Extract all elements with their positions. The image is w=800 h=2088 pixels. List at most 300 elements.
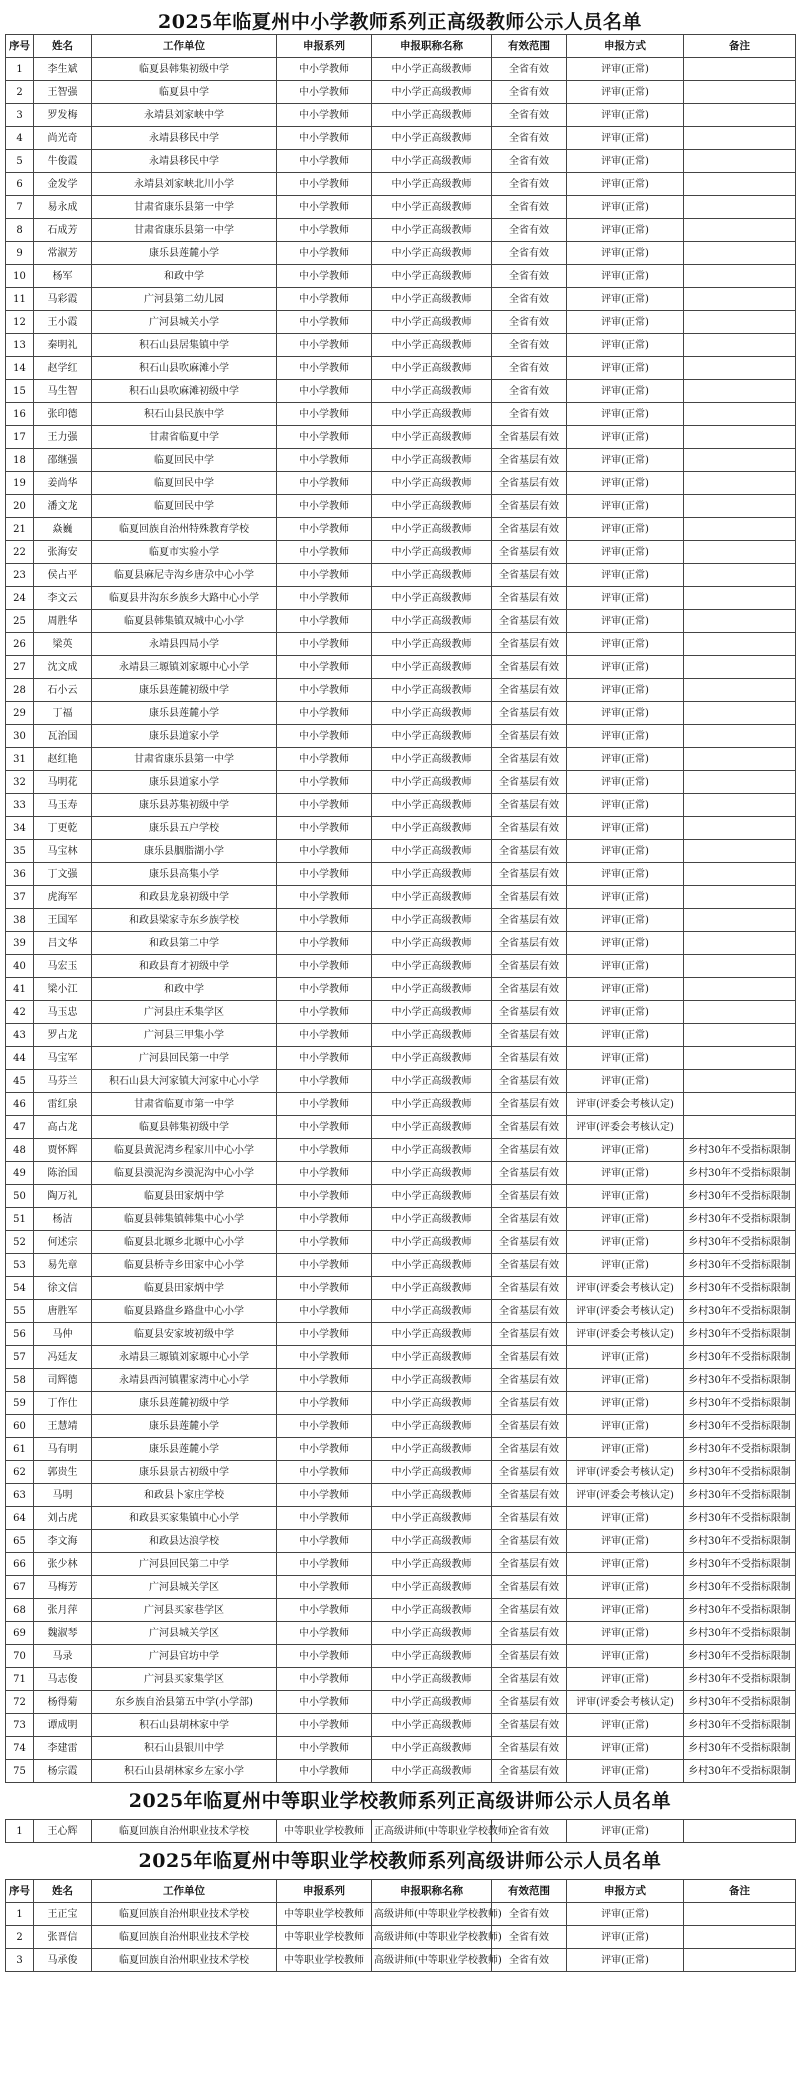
table-row xyxy=(6,1208,796,1231)
table-row xyxy=(6,1185,796,1208)
cell-series: 中小学教师 xyxy=(277,1691,372,1714)
table-row xyxy=(6,978,796,1001)
cell-method: 评审(评委会考核认定) xyxy=(567,1277,684,1300)
cell-title: 中小学正高级教师 xyxy=(372,1254,492,1277)
cell-remark xyxy=(684,932,796,955)
table-row xyxy=(6,357,796,380)
cell-remark xyxy=(684,1903,796,1926)
cell-remark xyxy=(684,518,796,541)
cell-scope: 全省基层有效 xyxy=(492,1668,567,1691)
cell-name: 马仲 xyxy=(34,1323,92,1346)
cell-index: 4 xyxy=(6,127,34,150)
cell-remark: 乡村30年不受指标限制 xyxy=(684,1185,796,1208)
cell-name: 陈治国 xyxy=(34,1162,92,1185)
cell-title: 中小学正高级教师 xyxy=(372,886,492,909)
cell-title: 中小学正高级教师 xyxy=(372,104,492,127)
cell-index: 46 xyxy=(6,1093,34,1116)
cell-index: 13 xyxy=(6,334,34,357)
cell-title: 中小学正高级教师 xyxy=(372,334,492,357)
cell-series: 中小学教师 xyxy=(277,863,372,886)
cell-series: 中小学教师 xyxy=(277,840,372,863)
cell-method: 评审(正常) xyxy=(567,1737,684,1760)
table-row xyxy=(6,564,796,587)
cell-name: 尚光奇 xyxy=(34,127,92,150)
cell-workplace: 甘肃省临夏中学 xyxy=(92,426,277,449)
cell-remark xyxy=(684,1024,796,1047)
cell-title: 中小学正高级教师 xyxy=(372,426,492,449)
cell-index: 47 xyxy=(6,1116,34,1139)
cell-workplace: 康乐县莲麓小学 xyxy=(92,702,277,725)
table-row xyxy=(6,426,796,449)
cell-title: 中小学正高级教师 xyxy=(372,1530,492,1553)
cell-series: 中小学教师 xyxy=(277,656,372,679)
cell-title: 中小学正高级教师 xyxy=(372,1277,492,1300)
header-title: 申报职称名称 xyxy=(372,35,492,58)
cell-scope: 全省基层有效 xyxy=(492,1645,567,1668)
cell-scope: 全省基层有效 xyxy=(492,472,567,495)
cell-name: 李生斌 xyxy=(34,58,92,81)
section1-title: 2025年临夏州中小学教师系列正高级教师公示人员名单 xyxy=(158,11,642,33)
cell-title: 中小学正高级教师 xyxy=(372,495,492,518)
cell-title: 中小学正高级教师 xyxy=(372,863,492,886)
cell-series: 中小学教师 xyxy=(277,334,372,357)
section1-table-body xyxy=(6,58,796,1783)
cell-workplace: 广河县买家集学区 xyxy=(92,1668,277,1691)
cell-index: 73 xyxy=(6,1714,34,1737)
cell-scope: 全省基层有效 xyxy=(492,955,567,978)
cell-series: 中小学教师 xyxy=(277,1254,372,1277)
cell-title: 中小学正高级教师 xyxy=(372,1737,492,1760)
cell-series: 中小学教师 xyxy=(277,1507,372,1530)
cell-scope: 全省基层有效 xyxy=(492,817,567,840)
cell-method: 评审(评委会考核认定) xyxy=(567,1323,684,1346)
cell-series: 中小学教师 xyxy=(277,1438,372,1461)
cell-workplace: 和政中学 xyxy=(92,978,277,1001)
cell-workplace: 积石山县大河家镇大河家中心小学 xyxy=(92,1070,277,1093)
cell-remark xyxy=(684,1116,796,1139)
table-row xyxy=(6,1231,796,1254)
table-row xyxy=(6,656,796,679)
cell-remark: 乡村30年不受指标限制 xyxy=(684,1576,796,1599)
cell-method: 评审(正常) xyxy=(567,1438,684,1461)
cell-method: 评审(正常) xyxy=(567,1903,684,1926)
cell-name: 赵红艳 xyxy=(34,748,92,771)
cell-series: 中小学教师 xyxy=(277,932,372,955)
cell-remark: 乡村30年不受指标限制 xyxy=(684,1231,796,1254)
cell-title: 中小学正高级教师 xyxy=(372,58,492,81)
section2-title-block xyxy=(5,1783,795,1819)
cell-index: 28 xyxy=(6,679,34,702)
cell-method: 评审(正常) xyxy=(567,288,684,311)
cell-remark xyxy=(684,1949,796,1972)
cell-method: 评审(正常) xyxy=(567,886,684,909)
cell-index: 25 xyxy=(6,610,34,633)
cell-remark xyxy=(684,104,796,127)
cell-index: 36 xyxy=(6,863,34,886)
cell-workplace: 积石山县居集镇中学 xyxy=(92,334,277,357)
cell-title: 中小学正高级教师 xyxy=(372,127,492,150)
cell-series: 中小学教师 xyxy=(277,1484,372,1507)
cell-title: 中小学正高级教师 xyxy=(372,449,492,472)
cell-scope: 全省基层有效 xyxy=(492,1714,567,1737)
cell-remark xyxy=(684,58,796,81)
cell-series: 中小学教师 xyxy=(277,265,372,288)
cell-name: 贾怀辉 xyxy=(34,1139,92,1162)
cell-title: 中小学正高级教师 xyxy=(372,679,492,702)
table-row xyxy=(6,1070,796,1093)
cell-workplace: 临夏县路盘乡路盘中心小学 xyxy=(92,1300,277,1323)
cell-remark: 乡村30年不受指标限制 xyxy=(684,1622,796,1645)
cell-workplace: 永靖县刘家峡北川小学 xyxy=(92,173,277,196)
cell-series: 中小学教师 xyxy=(277,909,372,932)
cell-series: 中小学教师 xyxy=(277,1461,372,1484)
cell-index: 69 xyxy=(6,1622,34,1645)
cell-name: 丁作仕 xyxy=(34,1392,92,1415)
cell-remark xyxy=(684,725,796,748)
cell-index: 67 xyxy=(6,1576,34,1599)
cell-index: 1 xyxy=(6,1903,34,1926)
cell-workplace: 临夏县漠泥沟乡漠泥沟中心小学 xyxy=(92,1162,277,1185)
table-row xyxy=(6,1139,796,1162)
cell-scope: 全省基层有效 xyxy=(492,1737,567,1760)
cell-remark xyxy=(684,794,796,817)
table-row xyxy=(6,1024,796,1047)
table-row xyxy=(6,955,796,978)
table-row xyxy=(6,817,796,840)
cell-method: 评审(评委会考核认定) xyxy=(567,1691,684,1714)
cell-remark xyxy=(684,1070,796,1093)
cell-title: 中小学正高级教师 xyxy=(372,1507,492,1530)
cell-title: 中小学正高级教师 xyxy=(372,771,492,794)
cell-workplace: 积石山县胡林家乡左家小学 xyxy=(92,1760,277,1783)
cell-series: 中小学教师 xyxy=(277,794,372,817)
cell-remark xyxy=(684,449,796,472)
header-method: 申报方式 xyxy=(567,1880,684,1903)
cell-series: 中小学教师 xyxy=(277,1415,372,1438)
cell-name: 罗发梅 xyxy=(34,104,92,127)
cell-name: 王智强 xyxy=(34,81,92,104)
cell-workplace: 广河县买家巷学区 xyxy=(92,1599,277,1622)
cell-title: 中小学正高级教师 xyxy=(372,357,492,380)
cell-remark xyxy=(684,242,796,265)
header-name: 姓名 xyxy=(34,1880,92,1903)
cell-remark xyxy=(684,127,796,150)
cell-workplace: 康乐县莲麓小学 xyxy=(92,1415,277,1438)
cell-title: 中小学正高级教师 xyxy=(372,1714,492,1737)
cell-name: 姜尚华 xyxy=(34,472,92,495)
cell-title: 中小学正高级教师 xyxy=(372,794,492,817)
cell-index: 72 xyxy=(6,1691,34,1714)
cell-method: 评审(正常) xyxy=(567,633,684,656)
table-row xyxy=(6,1760,796,1783)
cell-workplace: 临夏县安家坡初级中学 xyxy=(92,1323,277,1346)
cell-workplace: 和政县买家集镇中心小学 xyxy=(92,1507,277,1530)
section1-header-row xyxy=(6,35,796,58)
table-row xyxy=(6,403,796,426)
table-row xyxy=(6,794,796,817)
section2-title: 2025年临夏州中等职业学校教师系列正高级讲师公示人员名单 xyxy=(128,1790,672,1812)
cell-name: 瓦治国 xyxy=(34,725,92,748)
cell-name: 焱巍 xyxy=(34,518,92,541)
cell-remark: 乡村30年不受指标限制 xyxy=(684,1668,796,1691)
cell-name: 周胜华 xyxy=(34,610,92,633)
cell-index: 61 xyxy=(6,1438,34,1461)
cell-series: 中小学教师 xyxy=(277,104,372,127)
cell-name: 潘文龙 xyxy=(34,495,92,518)
cell-index: 56 xyxy=(6,1323,34,1346)
cell-remark xyxy=(684,288,796,311)
cell-title: 中小学正高级教师 xyxy=(372,1484,492,1507)
header-remark: 备注 xyxy=(684,35,796,58)
cell-name: 马宝林 xyxy=(34,840,92,863)
cell-index: 41 xyxy=(6,978,34,1001)
cell-scope: 全省基层有效 xyxy=(492,725,567,748)
cell-title: 中小学正高级教师 xyxy=(372,219,492,242)
cell-remark xyxy=(684,1001,796,1024)
cell-remark: 乡村30年不受指标限制 xyxy=(684,1438,796,1461)
cell-title: 中小学正高级教师 xyxy=(372,725,492,748)
cell-workplace: 临夏回民中学 xyxy=(92,472,277,495)
cell-series: 中小学教师 xyxy=(277,1668,372,1691)
cell-series: 中小学教师 xyxy=(277,1185,372,1208)
cell-workplace: 临夏回族自治州职业技术学校 xyxy=(92,1926,277,1949)
cell-name: 马宏玉 xyxy=(34,955,92,978)
cell-method: 评审(正常) xyxy=(567,1185,684,1208)
table-row xyxy=(6,104,796,127)
cell-remark xyxy=(684,679,796,702)
cell-index: 35 xyxy=(6,840,34,863)
table-row xyxy=(6,1668,796,1691)
cell-method: 评审(正常) xyxy=(567,357,684,380)
table-row xyxy=(6,1576,796,1599)
cell-workplace: 和政中学 xyxy=(92,265,277,288)
table-row xyxy=(6,449,796,472)
cell-index: 5 xyxy=(6,150,34,173)
cell-title: 中小学正高级教师 xyxy=(372,1047,492,1070)
cell-workplace: 临夏回民中学 xyxy=(92,449,277,472)
cell-scope: 全省基层有效 xyxy=(492,1530,567,1553)
cell-workplace: 临夏县韩集镇双城中心小学 xyxy=(92,610,277,633)
cell-scope: 全省有效 xyxy=(492,288,567,311)
cell-workplace: 临夏县韩集初级中学 xyxy=(92,58,277,81)
cell-series: 中小学教师 xyxy=(277,817,372,840)
table-row xyxy=(6,1277,796,1300)
cell-title: 中小学正高级教师 xyxy=(372,150,492,173)
cell-method: 评审(正常) xyxy=(567,564,684,587)
cell-remark xyxy=(684,748,796,771)
cell-remark xyxy=(684,265,796,288)
section2-table-body xyxy=(6,1820,796,1843)
cell-name: 马宝军 xyxy=(34,1047,92,1070)
cell-remark xyxy=(684,403,796,426)
cell-title: 中小学正高级教师 xyxy=(372,1438,492,1461)
cell-name: 李文云 xyxy=(34,587,92,610)
cell-method: 评审(正常) xyxy=(567,1820,684,1843)
table-row xyxy=(6,127,796,150)
cell-workplace: 临夏县田家炳中学 xyxy=(92,1185,277,1208)
cell-method: 评审(正常) xyxy=(567,702,684,725)
document-body xyxy=(5,0,795,1972)
cell-title: 中小学正高级教师 xyxy=(372,1162,492,1185)
cell-remark xyxy=(684,81,796,104)
cell-scope: 全省基层有效 xyxy=(492,978,567,1001)
cell-index: 22 xyxy=(6,541,34,564)
table-row xyxy=(6,81,796,104)
cell-method: 评审(正常) xyxy=(567,679,684,702)
table-row xyxy=(6,748,796,771)
cell-workplace: 积石山县银川中学 xyxy=(92,1737,277,1760)
cell-series: 中小学教师 xyxy=(277,1599,372,1622)
cell-remark: 乡村30年不受指标限制 xyxy=(684,1300,796,1323)
cell-name: 谭成明 xyxy=(34,1714,92,1737)
cell-method: 评审(评委会考核认定) xyxy=(567,1300,684,1323)
cell-remark xyxy=(684,610,796,633)
cell-remark xyxy=(684,587,796,610)
table-row xyxy=(6,1645,796,1668)
cell-title: 中小学正高级教师 xyxy=(372,288,492,311)
table-row xyxy=(6,886,796,909)
cell-series: 中小学教师 xyxy=(277,1070,372,1093)
table-row xyxy=(6,380,796,403)
cell-workplace: 和政县达浪学校 xyxy=(92,1530,277,1553)
cell-workplace: 广河县回民第二中学 xyxy=(92,1553,277,1576)
cell-title: 中小学正高级教师 xyxy=(372,1415,492,1438)
cell-index: 7 xyxy=(6,196,34,219)
cell-method: 评审(正常) xyxy=(567,1714,684,1737)
cell-series: 中小学教师 xyxy=(277,81,372,104)
table-row xyxy=(6,1622,796,1645)
table-row xyxy=(6,1415,796,1438)
cell-scope: 全省基层有效 xyxy=(492,794,567,817)
cell-title: 中小学正高级教师 xyxy=(372,1622,492,1645)
cell-method: 评审(正常) xyxy=(567,1949,684,1972)
cell-workplace: 和政县第二中学 xyxy=(92,932,277,955)
cell-scope: 全省有效 xyxy=(492,1949,567,1972)
cell-scope: 全省基层有效 xyxy=(492,1760,567,1783)
cell-series: 中小学教师 xyxy=(277,196,372,219)
cell-workplace: 永靖县三塬镇刘家塬中心小学 xyxy=(92,1346,277,1369)
cell-series: 中小学教师 xyxy=(277,219,372,242)
cell-name: 赵学红 xyxy=(34,357,92,380)
cell-title: 中小学正高级教师 xyxy=(372,840,492,863)
cell-title: 中小学正高级教师 xyxy=(372,518,492,541)
table-row xyxy=(6,840,796,863)
cell-index: 17 xyxy=(6,426,34,449)
cell-method: 评审(正常) xyxy=(567,518,684,541)
table-row xyxy=(6,150,796,173)
cell-scope: 全省基层有效 xyxy=(492,840,567,863)
cell-series: 中小学教师 xyxy=(277,288,372,311)
cell-series: 中小学教师 xyxy=(277,1553,372,1576)
cell-method: 评审(正常) xyxy=(567,725,684,748)
cell-remark xyxy=(684,564,796,587)
cell-scope: 全省基层有效 xyxy=(492,1185,567,1208)
table-row xyxy=(6,1461,796,1484)
cell-workplace: 积石山县民族中学 xyxy=(92,403,277,426)
cell-name: 王国军 xyxy=(34,909,92,932)
cell-index: 2 xyxy=(6,81,34,104)
table-row xyxy=(6,1949,796,1972)
table-row xyxy=(6,1507,796,1530)
table-row xyxy=(6,610,796,633)
cell-name: 马芬兰 xyxy=(34,1070,92,1093)
cell-index: 53 xyxy=(6,1254,34,1277)
cell-name: 魏淑琴 xyxy=(34,1622,92,1645)
cell-scope: 全省有效 xyxy=(492,196,567,219)
cell-index: 1 xyxy=(6,1820,34,1843)
cell-index: 59 xyxy=(6,1392,34,1415)
cell-title: 中小学正高级教师 xyxy=(372,1346,492,1369)
cell-workplace: 广河县回民第一中学 xyxy=(92,1047,277,1070)
cell-index: 29 xyxy=(6,702,34,725)
cell-index: 30 xyxy=(6,725,34,748)
cell-workplace: 临夏县黄泥湾乡程家川中心小学 xyxy=(92,1139,277,1162)
cell-index: 8 xyxy=(6,219,34,242)
cell-scope: 全省基层有效 xyxy=(492,1484,567,1507)
cell-title: 中小学正高级教师 xyxy=(372,633,492,656)
cell-index: 14 xyxy=(6,357,34,380)
cell-title: 中小学正高级教师 xyxy=(372,1093,492,1116)
cell-index: 10 xyxy=(6,265,34,288)
table-row xyxy=(6,1438,796,1461)
cell-scope: 全省有效 xyxy=(492,265,567,288)
cell-index: 3 xyxy=(6,1949,34,1972)
cell-method: 评审(正常) xyxy=(567,426,684,449)
cell-scope: 全省有效 xyxy=(492,357,567,380)
cell-scope: 全省基层有效 xyxy=(492,1622,567,1645)
cell-remark xyxy=(684,541,796,564)
cell-name: 牛俊霞 xyxy=(34,150,92,173)
cell-name: 马录 xyxy=(34,1645,92,1668)
cell-series: 中小学教师 xyxy=(277,242,372,265)
cell-remark: 乡村30年不受指标限制 xyxy=(684,1691,796,1714)
cell-name: 马梅芳 xyxy=(34,1576,92,1599)
cell-remark: 乡村30年不受指标限制 xyxy=(684,1277,796,1300)
cell-scope: 全省基层有效 xyxy=(492,1093,567,1116)
cell-remark: 乡村30年不受指标限制 xyxy=(684,1484,796,1507)
cell-remark: 乡村30年不受指标限制 xyxy=(684,1392,796,1415)
cell-series: 中小学教师 xyxy=(277,886,372,909)
cell-scope: 全省基层有效 xyxy=(492,679,567,702)
cell-index: 42 xyxy=(6,1001,34,1024)
cell-remark xyxy=(684,771,796,794)
cell-workplace: 永靖县西河镇瞿家湾中心小学 xyxy=(92,1369,277,1392)
cell-index: 55 xyxy=(6,1300,34,1323)
cell-remark xyxy=(684,1926,796,1949)
cell-workplace: 广河县城关学区 xyxy=(92,1576,277,1599)
cell-scope: 全省基层有效 xyxy=(492,426,567,449)
cell-index: 40 xyxy=(6,955,34,978)
cell-series: 中小学教师 xyxy=(277,1737,372,1760)
cell-remark xyxy=(684,633,796,656)
cell-method: 评审(正常) xyxy=(567,1415,684,1438)
cell-method: 评审(正常) xyxy=(567,403,684,426)
cell-index: 26 xyxy=(6,633,34,656)
cell-workplace: 积石山县胡林家中学 xyxy=(92,1714,277,1737)
header-series: 申报系列 xyxy=(277,35,372,58)
cell-remark xyxy=(684,1093,796,1116)
cell-title: 中小学正高级教师 xyxy=(372,1576,492,1599)
cell-scope: 全省基层有效 xyxy=(492,1553,567,1576)
cell-title: 正高级讲师(中等职业学校教师) xyxy=(372,1820,492,1843)
cell-series: 中小学教师 xyxy=(277,449,372,472)
cell-series: 中小学教师 xyxy=(277,1001,372,1024)
cell-index: 43 xyxy=(6,1024,34,1047)
cell-index: 33 xyxy=(6,794,34,817)
cell-scope: 全省有效 xyxy=(492,81,567,104)
cell-index: 75 xyxy=(6,1760,34,1783)
header-workplace: 工作单位 xyxy=(92,1880,277,1903)
